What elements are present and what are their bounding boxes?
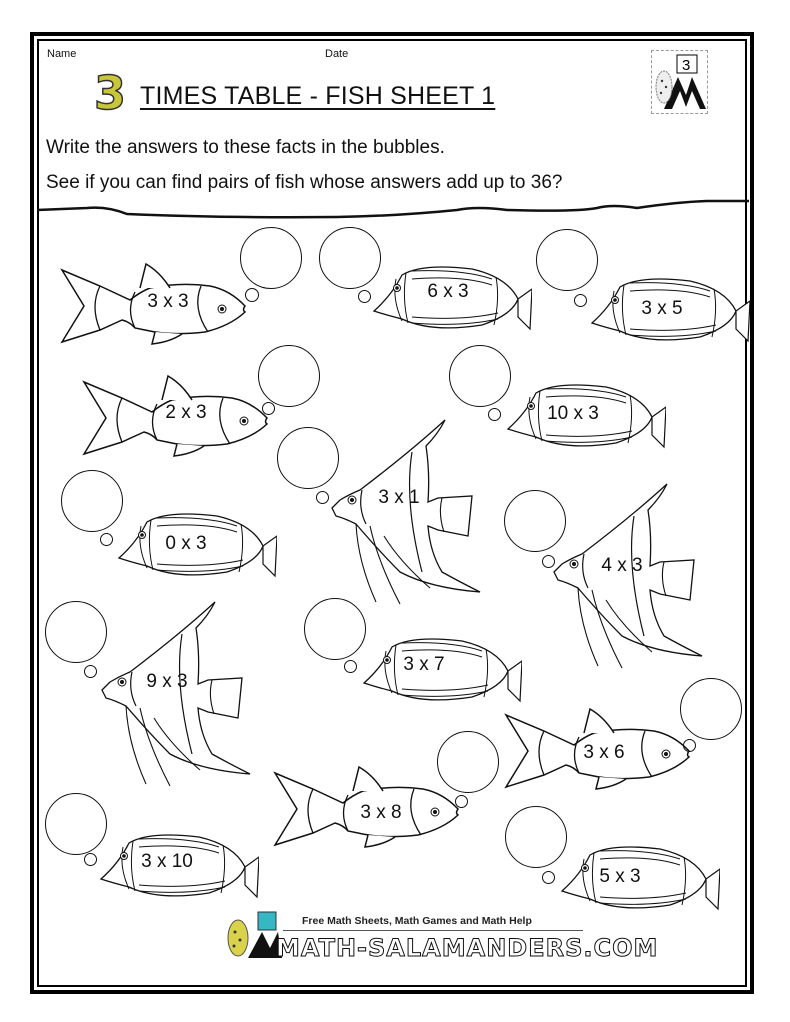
small-bubble (358, 290, 371, 303)
small-bubble (542, 555, 555, 568)
fish-angelfish (100, 594, 280, 799)
fish-fact: 0 x 3 (165, 533, 207, 554)
instruction-line-1: Write the answers to these facts in the bubbles. (46, 137, 445, 158)
answer-bubble[interactable] (319, 227, 381, 289)
small-bubble (84, 853, 97, 866)
fish-fact: 3 x 10 (141, 851, 193, 872)
answer-bubble[interactable] (505, 806, 567, 868)
fish-fact: 3 x 6 (583, 742, 625, 763)
fish-angelfish (552, 476, 732, 681)
small-bubble (84, 665, 97, 678)
table-number-graphic: 3 (94, 66, 127, 120)
small-bubble (574, 294, 587, 307)
fish-fact: 4 x 3 (601, 555, 643, 576)
small-bubble (100, 533, 113, 546)
answer-bubble[interactable] (504, 490, 566, 552)
footer-site-name[interactable]: MATH-SALAMANDERS.COM (276, 934, 659, 962)
fish-fact: 10 x 3 (547, 403, 599, 424)
answer-bubble[interactable] (45, 793, 107, 855)
name-label: Name (47, 48, 77, 60)
answer-bubble[interactable] (449, 345, 511, 407)
salamander-footer-icon (222, 910, 282, 960)
salamander-logo (651, 50, 708, 114)
fish-fact: 3 x 5 (641, 298, 683, 319)
footer-tagline: Free Math Sheets, Math Games and Math Help (302, 915, 532, 927)
fish-angelfish (330, 412, 510, 617)
fish-fact: 3 x 3 (147, 291, 189, 312)
svg-text:3: 3 (682, 57, 691, 74)
fish-fact: 2 x 3 (165, 402, 207, 423)
footer-divider (283, 930, 583, 931)
small-bubble (344, 660, 357, 673)
fish-fact: 3 x 7 (403, 654, 445, 675)
answer-bubble[interactable] (61, 470, 123, 532)
fish-fact: 3 x 8 (360, 802, 402, 823)
small-bubble (316, 491, 329, 504)
small-bubble (245, 288, 259, 302)
fish-fact: 3 x 1 (378, 487, 420, 508)
small-bubble (455, 795, 468, 808)
fish-fact: 9 x 3 (146, 671, 188, 692)
answer-bubble[interactable] (45, 601, 107, 663)
answer-bubble[interactable] (304, 598, 366, 660)
answer-bubble[interactable] (277, 427, 339, 489)
page-title: TIMES TABLE - FISH SHEET 1 (140, 82, 496, 110)
salamander-icon (652, 51, 707, 113)
date-label: Date (325, 48, 349, 60)
answer-bubble[interactable] (437, 731, 499, 793)
small-bubble (683, 739, 696, 752)
answer-bubble[interactable] (536, 229, 598, 291)
small-bubble (262, 402, 275, 415)
answer-bubble[interactable] (680, 678, 742, 740)
fish-fact: 6 x 3 (427, 281, 469, 302)
answer-bubble[interactable] (240, 227, 302, 289)
answer-bubble[interactable] (258, 345, 320, 407)
instruction-line-2: See if you can find pairs of fish whose answers add up to 36? (46, 172, 563, 193)
water-surface-line (37, 196, 749, 220)
fish-fact: 5 x 3 (599, 866, 641, 887)
small-bubble (542, 871, 555, 884)
